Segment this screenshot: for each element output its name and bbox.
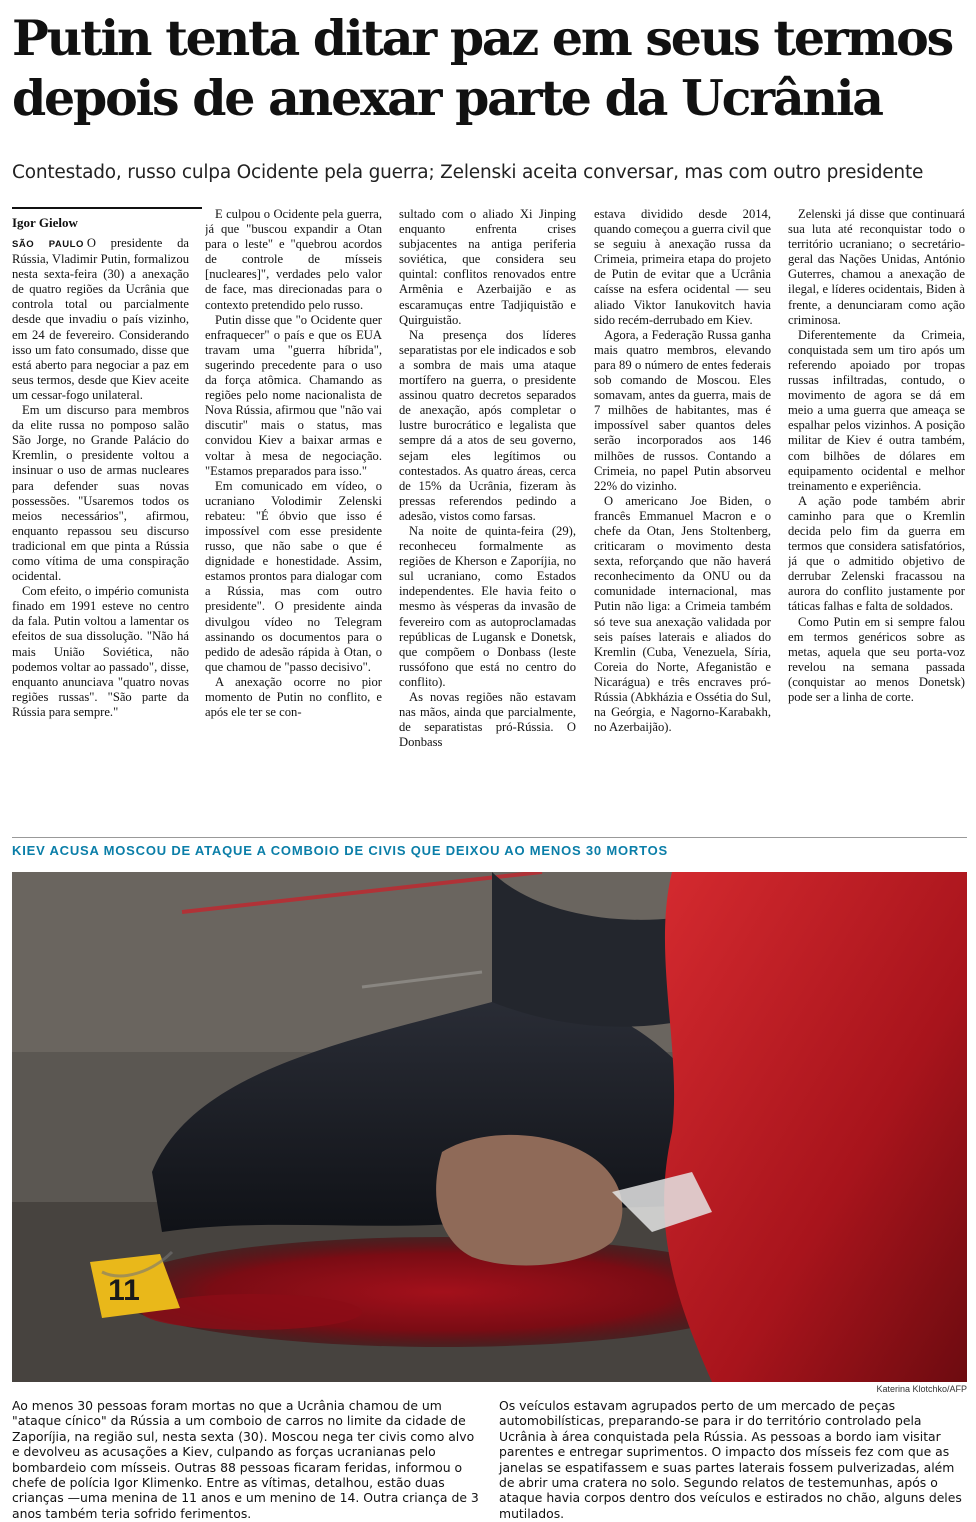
paragraph: Na presença dos líderes separatistas por ele indicados e sob a sombra de mais uma ataque mortífero na guerra, o presidente assinou quatro decretos separados de anexação, após completar o lustre burocrático e legalista que sempre dá a atos de seu governo, sejam eles legítimos ou contestados. As quatro áreas, cerca de 15% da Ucrânia, fizeram às pressas referendos pedindo a adesão, vistos como farsas. xyxy=(399,327,576,523)
photo-caption-right: Os veículos estavam agrupados perto de um mercado de peças automobilísticas, preparando-se para ir do território controlado pela Ucrânia à área conquistada pela Rússia. As pessoas a bordo iam visitar parentes e entregar suprimentos. O impacto dos mísseis fez com que as janelas se espatifassem e suas partes laterais fossem pulverizadas, além de abrir uma cratera no solo. Segundo relatos de testemunhas, após o ataque havia corpos dentro dos veículos e estirados no chão, alguns deles mutilados. xyxy=(499,1398,962,1521)
headline xyxy=(12,8,967,128)
byline: Igor Gielow xyxy=(12,207,202,231)
paragraph xyxy=(12,236,189,403)
photo-credit: Katerina Klotchko/AFP xyxy=(876,1384,967,1394)
paragraph: O americano Joe Biden, o francês Emmanuel Macron e o chefe da Otan, Jens Stoltenberg, criticaram o movimento desta sexta, reforçando que não haverá reconhecimento da ONU ou da comunidade internacional, mas Putin não liga: a Crimeia também só teve sua anexação validada por seis países laterais e aliados do Kremlin (Cuba, Venezuela, Síria, Coreia do Norte, Afeganistão e Nicarágua) e três encraves pró-Rússia (Abkházia e Ossétia do Sul, na Geórgia, e Nagorno-Karabakh, no Azerbaijão). xyxy=(594,493,771,735)
subheadline: Contestado, russo culpa Ocidente pela guerra; Zelenski aceita conversar, mas com outro presidente xyxy=(12,162,924,183)
photo-headline: KIEV ACUSA MOSCOU DE ATAQUE A COMBOIO DE CIVIS QUE DEIXOU AO MENOS 30 MORTOS xyxy=(12,843,668,858)
headline-line-2: depois de anexar parte da Ucrânia xyxy=(12,69,882,127)
paragraph: Com efeito, o império comunista finado em 1991 esteve no centro da fala. Putin voltou a lamentar os efeitos de sua dissolução. "Não há mais União Soviética, não podemos voltar ao passado", disse, enquanto anunciava "quatro novas regiões russas". "São parte da Rússia para sempre." xyxy=(12,584,189,719)
paragraph: Em um discurso para membros da elite russa no pomposo salão São Jorge, no Grande Palácio do Kremlin, o presidente voltou a insinuar o uso de armas nucleares para defender suas novas possessões. "Usaremos todos os meios necessários", afirmou, enquanto repassou seu discurso tradicional em que pinta a Rússia como vítima de uma conspiração ocidental. xyxy=(12,403,189,584)
section-divider xyxy=(12,837,967,838)
paragraph: estava dividido desde 2014, quando começou a guerra civil que se seguiu à anexação russa da Crimeia, primeira etapa do projeto de Putin de evitar que a Ucrânia caísse na esfera ocidental — seu aliado Viktor Ianukovitch havia sido recém-derrubado em Kiev. xyxy=(594,207,771,327)
paragraph: E culpou o Ocidente pela guerra, já que "buscou expandir a Otan para o leste" e "quebrou acordos de controle de mísseis [nucleares]", verdades pelo valor de face, mas direcionadas para o contexto pretendido pelo russo. xyxy=(205,207,382,312)
article-column-5 xyxy=(788,207,965,806)
photo-illustration xyxy=(12,872,967,1382)
paragraph: Diferentemente da Crimeia, conquistada sem um tiro após um referendo apoiado por tropas russas infiltradas, contudo, o movimento de agora se dá em meio a uma guerra que ameaça se espalhar pelos vizinhos. A posição militar de Kiev é outra também, com bilhões de dólares em equipamento ocidental e melhor treinamento e experiência. xyxy=(788,327,965,493)
article-column-3 xyxy=(399,207,576,806)
paragraph: Em comunicado em vídeo, o ucraniano Volodimir Zelenski rebateu: "É óbvio que isso é impossível com esse presidente russo, que não sabe o que é dignidade e honestidade. Assim, estamos prontos para dialogar com a Rússia, mas com outro presidente". O presidente ainda divulgou vídeo no Telegram assinando os documentos para o pedido de adesão rápida à Otan, o que chamou de "passo decisivo". xyxy=(205,478,382,674)
evidence-marker-number: 11 xyxy=(108,1274,140,1307)
dateline: SÃO PAULO xyxy=(12,239,84,250)
paragraph: Agora, a Federação Russa ganha mais quatro membros, elevando para 89 o número de entes federais sob comando de Moscou. Eles somavam, antes da guerra, mais de 7 milhões de habitantes, mas é impossível saber quantos deles serão incorporados aos 146 milhões de russos. Contando a Crimeia, no papel Putin absorveu 22% do vizinho. xyxy=(594,327,771,493)
red-cloth xyxy=(664,872,967,1382)
paragraph: Zelenski já disse que continuará sua luta até reconquistar todo o território ucraniano; o secretário-geral das Nações Unidas, António Guterres, chamou a anexação de ilegal, e líderes ocidentais, Biden à frente, a denunciaram como ação criminosa. xyxy=(788,207,965,327)
article-column-4 xyxy=(594,207,771,806)
paragraph: Na noite de quinta-feira (29), reconheceu formalmente as regiões de Kherson e Zaporíjia, no sul ucraniano, como Estados independentes. Ele havia feito o mesmo às vésperas da invasão de fevereiro com as autoproclamadas repúblicas de Lugansk e Donetsk, que compõem o Donbass (leste russófono que está no centro do conflito). xyxy=(399,523,576,689)
paragraph: sultado com o aliado Xi Jinping enquanto enfrenta crises subjacentes na antiga periferia soviética, que considera seu quintal: conflitos renovados entre Armênia e Azerbaijão e as escaramuças entre Tadjiquistão e Quirguistão. xyxy=(399,207,576,327)
paragraph: A ação pode também abrir caminho para que o Kremlin decida pelo fim da guerra em termos que considera satisfatórios, já que o admitido objetivo de derrubar Zelenski fracassou na aurora do conflito justamente por táticas falhas e falta de soldados. xyxy=(788,493,965,614)
paragraph: As novas regiões não estavam nas mãos, ainda que parcialmente, de separatistas pró-Rússia. O Donbass xyxy=(399,690,576,750)
photo-caption-left: Ao menos 30 pessoas foram mortas no que a Ucrânia chamou de um "ataque cínico" da Rússia a um comboio de carros no limite da cidade de Zaporíjia, na região sul, nesta sexta (30). Moscou nega ter civis como alvo e devolveu as acusações a Kiev, culpando as forças ucranianas pelo bombardeio com mísseis. Outras 88 pessoas ficaram feridas, informou o chefe de polícia Igor Klimenko. Entre as vítimas, detalhou, estão duas crianças —uma menina de 11 anos e um menino de 14. Outra criança de 3 anos também teria sofrido ferimentos. xyxy=(12,1398,479,1521)
news-photo xyxy=(12,872,967,1382)
paragraph: Putin disse que "o Ocidente quer enfraquecer" o país e que os EUA travam uma "guerra híbrida", sugerindo precedente para o uso da força atômica. Chamando as regiões pelo nome nacionalista de Nova Rússia, afirmou que "não vai discutir" mais o status, mas convidou Kiev a baixar armas e voltar à mesa de negociação. "Estamos preparados para isso." xyxy=(205,312,382,478)
paragraph-text: O presidente da Rússia, Vladimir Putin, formalizou nesta sexta-feira (30) a anexação de quatro regiões da Ucrânia que controla total ou parcialmente desde que invadiu o país vizinho, em 24 de fevereiro. Considerando isso um fato consumado, disse que está aberto para negociar a paz em seus termos, desde que Kiev aceite um cessar-fogo unilateral. xyxy=(12,236,189,402)
headline-line-1: Putin tenta ditar paz em seus termos xyxy=(12,9,952,67)
paragraph: Como Putin em si sempre falou em termos genéricos sobre as metas, aquela que seu porta-voz revelou na semana passada (conquistar ao menos Donetsk) pode ser a linha de corte. xyxy=(788,614,965,704)
paragraph: A anexação ocorre no pior momento de Putin no conflito, e após ele ter se con- xyxy=(205,674,382,720)
article-column-2 xyxy=(205,207,382,806)
article-column-1 xyxy=(12,236,189,806)
